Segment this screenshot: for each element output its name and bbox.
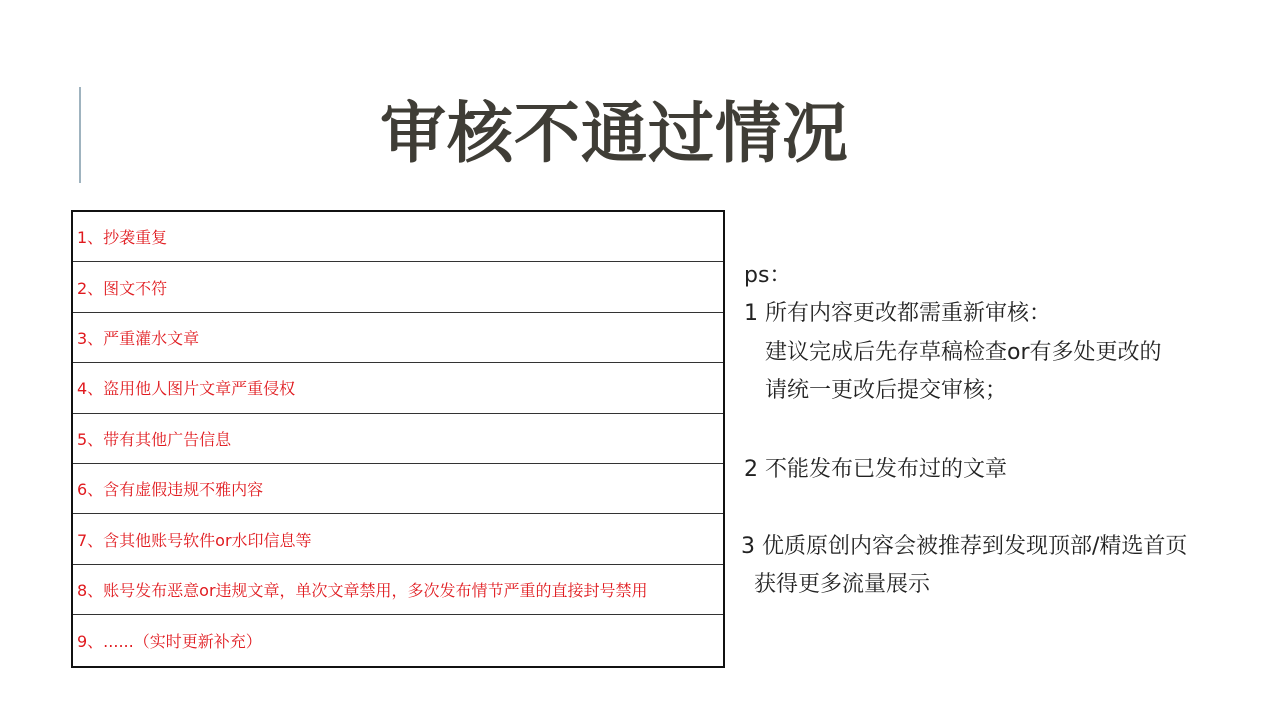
note-1-line-3: 请统一更改后提交审核； xyxy=(765,378,1008,403)
note-1-line-1: 1 所有内容更改都需重新审核： xyxy=(744,301,1051,326)
rule-row-5: 5、带有其他广告信息 xyxy=(73,414,723,464)
notes-header: ps： xyxy=(744,263,792,288)
rule-row-7: 7、含其他账号软件or水印信息等 xyxy=(73,514,723,564)
rule-row-3: 3、严重灌水文章 xyxy=(73,313,723,363)
note-3-line-2: 获得更多流量展示 xyxy=(754,572,931,597)
rule-row-8: 8、账号发布恶意or违规文章，单次文章禁用，多次发布情节严重的直接封号禁用 xyxy=(73,565,723,615)
rejection-rules-table xyxy=(71,210,725,668)
rule-row-9: 9、......（实时更新补充） xyxy=(77,631,262,651)
note-2-line-1: 2 不能发布已发布过的文章 xyxy=(744,457,1007,482)
note-1-line-2: 建议完成后先存草稿检查or有多处更改的 xyxy=(765,340,1162,365)
rule-row-2: 2、图文不符 xyxy=(73,262,723,312)
note-3-line-1: 3 优质原创内容会被推荐到发现顶部/精选首页 xyxy=(741,534,1188,559)
rule-row-6: 6、含有虚假违规不雅内容 xyxy=(73,464,723,514)
rule-row-4: 4、盗用他人图片文章严重侵权 xyxy=(73,363,723,413)
rule-row-1: 1、抄袭重复 xyxy=(73,212,723,262)
accent-divider xyxy=(79,87,81,183)
slide-title: 审核不通过情况 xyxy=(380,95,849,172)
